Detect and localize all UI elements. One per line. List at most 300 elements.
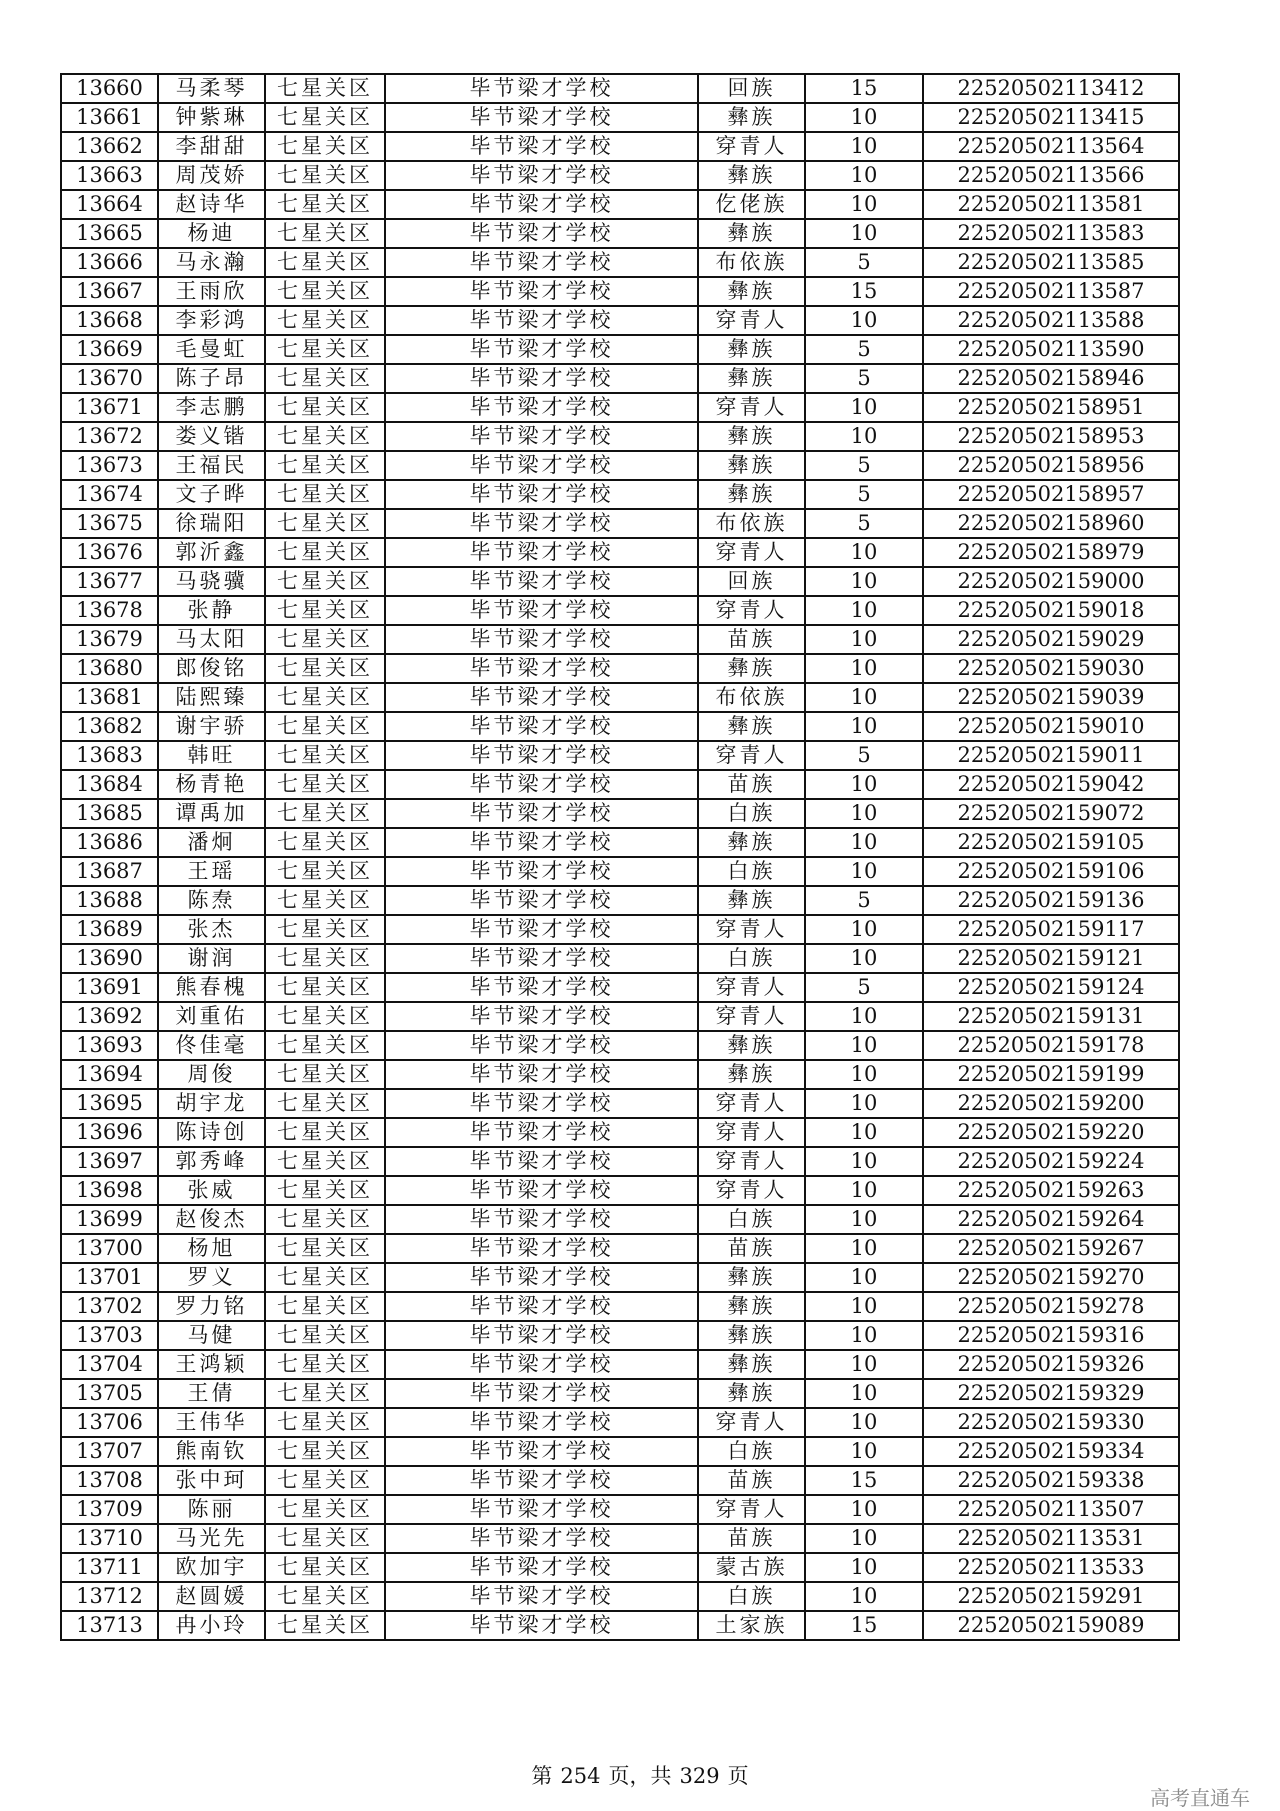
table-row xyxy=(61,1292,1179,1321)
school-cell: 毕节梁才学校 xyxy=(385,1321,698,1350)
bonus-points-cell: 10 xyxy=(805,712,923,741)
exam-number-cell: 22520502159330 xyxy=(923,1408,1179,1437)
bonus-points-cell: 10 xyxy=(805,1089,923,1118)
district-cell: 七星关区 xyxy=(265,1031,385,1060)
student-name-cell: 马柔琴 xyxy=(158,74,265,103)
bonus-points-cell: 10 xyxy=(805,1147,923,1176)
district-cell: 七星关区 xyxy=(265,944,385,973)
bonus-points-cell: 10 xyxy=(805,161,923,190)
exam-number-cell: 22520502159326 xyxy=(923,1350,1179,1379)
district-cell: 七星关区 xyxy=(265,741,385,770)
ethnicity-cell: 彝族 xyxy=(698,364,805,393)
district-cell: 七星关区 xyxy=(265,857,385,886)
student-name-cell: 佟佳毫 xyxy=(158,1031,265,1060)
school-cell: 毕节梁才学校 xyxy=(385,915,698,944)
district-cell: 七星关区 xyxy=(265,1495,385,1524)
table-row xyxy=(61,625,1179,654)
bonus-points-cell: 10 xyxy=(805,1234,923,1263)
serial-number-cell: 13689 xyxy=(61,915,158,944)
student-name-cell: 周茂娇 xyxy=(158,161,265,190)
bonus-points-cell: 10 xyxy=(805,132,923,161)
page-footer xyxy=(0,1760,1280,1790)
district-cell: 七星关区 xyxy=(265,886,385,915)
district-cell: 七星关区 xyxy=(265,1611,385,1640)
student-name-cell: 徐瑞阳 xyxy=(158,509,265,538)
district-cell: 七星关区 xyxy=(265,190,385,219)
exam-number-cell: 22520502159224 xyxy=(923,1147,1179,1176)
table-row xyxy=(61,422,1179,451)
district-cell: 七星关区 xyxy=(265,219,385,248)
ethnicity-cell: 白族 xyxy=(698,944,805,973)
exam-number-cell: 22520502159136 xyxy=(923,886,1179,915)
district-cell: 七星关区 xyxy=(265,1350,385,1379)
serial-number-cell: 13701 xyxy=(61,1263,158,1292)
school-cell: 毕节梁才学校 xyxy=(385,306,698,335)
ethnicity-cell: 穿青人 xyxy=(698,132,805,161)
ethnicity-cell: 彝族 xyxy=(698,451,805,480)
exam-number-cell: 22520502113583 xyxy=(923,219,1179,248)
serial-number-cell: 13693 xyxy=(61,1031,158,1060)
table-row xyxy=(61,712,1179,741)
exam-number-cell: 22520502159291 xyxy=(923,1582,1179,1611)
table-row xyxy=(61,132,1179,161)
serial-number-cell: 13707 xyxy=(61,1437,158,1466)
ethnicity-cell: 仡佬族 xyxy=(698,190,805,219)
exam-number-cell: 22520502158951 xyxy=(923,393,1179,422)
bonus-points-cell: 10 xyxy=(805,1176,923,1205)
table-row xyxy=(61,1611,1179,1640)
table-row xyxy=(61,393,1179,422)
school-cell: 毕节梁才学校 xyxy=(385,132,698,161)
ethnicity-cell: 回族 xyxy=(698,567,805,596)
ethnicity-cell: 白族 xyxy=(698,1437,805,1466)
student-name-cell: 张静 xyxy=(158,596,265,625)
bonus-points-cell: 10 xyxy=(805,103,923,132)
bonus-points-cell: 5 xyxy=(805,886,923,915)
ethnicity-cell: 彝族 xyxy=(698,1060,805,1089)
exam-number-cell: 22520502113412 xyxy=(923,74,1179,103)
table-row xyxy=(61,1350,1179,1379)
school-cell: 毕节梁才学校 xyxy=(385,944,698,973)
district-cell: 七星关区 xyxy=(265,132,385,161)
exam-number-cell: 22520502159117 xyxy=(923,915,1179,944)
ethnicity-cell: 苗族 xyxy=(698,770,805,799)
serial-number-cell: 13670 xyxy=(61,364,158,393)
ethnicity-cell: 彝族 xyxy=(698,712,805,741)
exam-number-cell: 22520502159039 xyxy=(923,683,1179,712)
exam-number-cell: 22520502113585 xyxy=(923,248,1179,277)
bonus-points-cell: 10 xyxy=(805,799,923,828)
bonus-points-cell: 10 xyxy=(805,683,923,712)
exam-number-cell: 22520502159200 xyxy=(923,1089,1179,1118)
district-cell: 七星关区 xyxy=(265,248,385,277)
student-name-cell: 王瑶 xyxy=(158,857,265,886)
table-row xyxy=(61,248,1179,277)
serial-number-cell: 13712 xyxy=(61,1582,158,1611)
bonus-points-cell: 10 xyxy=(805,422,923,451)
bonus-points-cell: 10 xyxy=(805,538,923,567)
exam-number-cell: 22520502159121 xyxy=(923,944,1179,973)
student-name-cell: 陆熙臻 xyxy=(158,683,265,712)
bonus-points-cell: 10 xyxy=(805,306,923,335)
ethnicity-cell: 彝族 xyxy=(698,654,805,683)
table-row xyxy=(61,1002,1179,1031)
ethnicity-cell: 彝族 xyxy=(698,1379,805,1408)
school-cell: 毕节梁才学校 xyxy=(385,1611,698,1640)
ethnicity-cell: 彝族 xyxy=(698,1292,805,1321)
serial-number-cell: 13713 xyxy=(61,1611,158,1640)
school-cell: 毕节梁才学校 xyxy=(385,1553,698,1582)
student-name-cell: 赵诗华 xyxy=(158,190,265,219)
serial-number-cell: 13711 xyxy=(61,1553,158,1582)
student-name-cell: 马太阳 xyxy=(158,625,265,654)
student-name-cell: 文子晔 xyxy=(158,480,265,509)
school-cell: 毕节梁才学校 xyxy=(385,1292,698,1321)
district-cell: 七星关区 xyxy=(265,451,385,480)
table-row xyxy=(61,161,1179,190)
table-row xyxy=(61,1118,1179,1147)
student-name-cell: 张杰 xyxy=(158,915,265,944)
exam-number-cell: 22520502159278 xyxy=(923,1292,1179,1321)
student-name-cell: 杨迪 xyxy=(158,219,265,248)
table-body xyxy=(61,74,1179,1640)
student-name-cell: 郭秀峰 xyxy=(158,1147,265,1176)
district-cell: 七星关区 xyxy=(265,1263,385,1292)
student-name-cell: 潘炯 xyxy=(158,828,265,857)
ethnicity-cell: 彝族 xyxy=(698,828,805,857)
table-row xyxy=(61,364,1179,393)
exam-number-cell: 22520502113533 xyxy=(923,1553,1179,1582)
ethnicity-cell: 彝族 xyxy=(698,1263,805,1292)
ethnicity-cell: 苗族 xyxy=(698,625,805,654)
district-cell: 七星关区 xyxy=(265,1118,385,1147)
exam-number-cell: 22520502113566 xyxy=(923,161,1179,190)
student-name-cell: 王雨欣 xyxy=(158,277,265,306)
student-name-cell: 王倩 xyxy=(158,1379,265,1408)
serial-number-cell: 13679 xyxy=(61,625,158,654)
student-name-cell: 欧加宇 xyxy=(158,1553,265,1582)
bonus-points-cell: 5 xyxy=(805,973,923,1002)
ethnicity-cell: 土家族 xyxy=(698,1611,805,1640)
ethnicity-cell: 穿青人 xyxy=(698,1495,805,1524)
ethnicity-cell: 彝族 xyxy=(698,1350,805,1379)
bonus-points-cell: 10 xyxy=(805,1118,923,1147)
ethnicity-cell: 彝族 xyxy=(698,886,805,915)
student-name-cell: 马骁骥 xyxy=(158,567,265,596)
student-name-cell: 陈焘 xyxy=(158,886,265,915)
student-name-cell: 王鸿颖 xyxy=(158,1350,265,1379)
district-cell: 七星关区 xyxy=(265,1582,385,1611)
student-name-cell: 谢宇骄 xyxy=(158,712,265,741)
ethnicity-cell: 彝族 xyxy=(698,480,805,509)
district-cell: 七星关区 xyxy=(265,712,385,741)
district-cell: 七星关区 xyxy=(265,480,385,509)
student-name-cell: 郭沂鑫 xyxy=(158,538,265,567)
table-row xyxy=(61,596,1179,625)
footer-suffix: 页 xyxy=(727,1764,749,1788)
bonus-points-cell: 10 xyxy=(805,944,923,973)
table-row xyxy=(61,1205,1179,1234)
ethnicity-cell: 穿青人 xyxy=(698,1176,805,1205)
student-name-cell: 罗义 xyxy=(158,1263,265,1292)
bonus-points-cell: 15 xyxy=(805,1611,923,1640)
serial-number-cell: 13709 xyxy=(61,1495,158,1524)
school-cell: 毕节梁才学校 xyxy=(385,190,698,219)
student-name-cell: 李彩鸿 xyxy=(158,306,265,335)
bonus-points-cell: 10 xyxy=(805,1582,923,1611)
bonus-points-cell: 10 xyxy=(805,1002,923,1031)
serial-number-cell: 13668 xyxy=(61,306,158,335)
bonus-points-cell: 10 xyxy=(805,1205,923,1234)
ethnicity-cell: 彝族 xyxy=(698,277,805,306)
table-row xyxy=(61,1553,1179,1582)
table-row xyxy=(61,1379,1179,1408)
serial-number-cell: 13696 xyxy=(61,1118,158,1147)
bonus-points-cell: 5 xyxy=(805,480,923,509)
ethnicity-cell: 穿青人 xyxy=(698,1118,805,1147)
school-cell: 毕节梁才学校 xyxy=(385,103,698,132)
district-cell: 七星关区 xyxy=(265,1321,385,1350)
serial-number-cell: 13703 xyxy=(61,1321,158,1350)
district-cell: 七星关区 xyxy=(265,1002,385,1031)
exam-number-cell: 22520502159263 xyxy=(923,1176,1179,1205)
exam-number-cell: 22520502159131 xyxy=(923,1002,1179,1031)
serial-number-cell: 13698 xyxy=(61,1176,158,1205)
table-row xyxy=(61,683,1179,712)
table-row xyxy=(61,944,1179,973)
ethnicity-cell: 苗族 xyxy=(698,1234,805,1263)
exam-number-cell: 22520502159329 xyxy=(923,1379,1179,1408)
serial-number-cell: 13676 xyxy=(61,538,158,567)
exam-number-cell: 22520502159089 xyxy=(923,1611,1179,1640)
school-cell: 毕节梁才学校 xyxy=(385,973,698,1002)
exam-number-cell: 22520502159011 xyxy=(923,741,1179,770)
ethnicity-cell: 彝族 xyxy=(698,103,805,132)
serial-number-cell: 13680 xyxy=(61,654,158,683)
table-row xyxy=(61,538,1179,567)
exam-number-cell: 22520502159264 xyxy=(923,1205,1179,1234)
serial-number-cell: 13665 xyxy=(61,219,158,248)
serial-number-cell: 13706 xyxy=(61,1408,158,1437)
district-cell: 七星关区 xyxy=(265,596,385,625)
school-cell: 毕节梁才学校 xyxy=(385,74,698,103)
table-row xyxy=(61,1263,1179,1292)
table-row xyxy=(61,451,1179,480)
student-name-cell: 李志鹏 xyxy=(158,393,265,422)
table-row xyxy=(61,915,1179,944)
school-cell: 毕节梁才学校 xyxy=(385,625,698,654)
serial-number-cell: 13704 xyxy=(61,1350,158,1379)
ethnicity-cell: 彝族 xyxy=(698,219,805,248)
school-cell: 毕节梁才学校 xyxy=(385,1176,698,1205)
serial-number-cell: 13663 xyxy=(61,161,158,190)
school-cell: 毕节梁才学校 xyxy=(385,1408,698,1437)
table-row xyxy=(61,770,1179,799)
watermark: 高考直通车 xyxy=(1150,1786,1250,1810)
school-cell: 毕节梁才学校 xyxy=(385,219,698,248)
school-cell: 毕节梁才学校 xyxy=(385,1582,698,1611)
table-row xyxy=(61,741,1179,770)
serial-number-cell: 13699 xyxy=(61,1205,158,1234)
district-cell: 七星关区 xyxy=(265,1234,385,1263)
serial-number-cell: 13667 xyxy=(61,277,158,306)
serial-number-cell: 13683 xyxy=(61,741,158,770)
district-cell: 七星关区 xyxy=(265,1553,385,1582)
district-cell: 七星关区 xyxy=(265,973,385,1002)
exam-number-cell: 22520502158960 xyxy=(923,509,1179,538)
ethnicity-cell: 穿青人 xyxy=(698,973,805,1002)
school-cell: 毕节梁才学校 xyxy=(385,1002,698,1031)
bonus-points-cell: 5 xyxy=(805,335,923,364)
student-name-cell: 赵俊杰 xyxy=(158,1205,265,1234)
table-row xyxy=(61,1524,1179,1553)
ethnicity-cell: 布依族 xyxy=(698,248,805,277)
bonus-points-cell: 10 xyxy=(805,596,923,625)
school-cell: 毕节梁才学校 xyxy=(385,277,698,306)
table-row xyxy=(61,857,1179,886)
school-cell: 毕节梁才学校 xyxy=(385,654,698,683)
table-row xyxy=(61,567,1179,596)
exam-number-cell: 22520502159029 xyxy=(923,625,1179,654)
exam-number-cell: 22520502159105 xyxy=(923,828,1179,857)
bonus-points-cell: 10 xyxy=(805,1524,923,1553)
ethnicity-cell: 穿青人 xyxy=(698,741,805,770)
total-pages-number: 329 xyxy=(679,1764,720,1788)
exam-number-cell: 22520502159338 xyxy=(923,1466,1179,1495)
ethnicity-cell: 苗族 xyxy=(698,1466,805,1495)
table-row xyxy=(61,190,1179,219)
school-cell: 毕节梁才学校 xyxy=(385,567,698,596)
table-row xyxy=(61,1437,1179,1466)
school-cell: 毕节梁才学校 xyxy=(385,1350,698,1379)
table-row xyxy=(61,1031,1179,1060)
bonus-points-cell: 15 xyxy=(805,74,923,103)
ethnicity-cell: 彝族 xyxy=(698,1321,805,1350)
student-name-cell: 张威 xyxy=(158,1176,265,1205)
district-cell: 七星关区 xyxy=(265,74,385,103)
school-cell: 毕节梁才学校 xyxy=(385,248,698,277)
exam-number-cell: 22520502159072 xyxy=(923,799,1179,828)
student-name-cell: 陈诗创 xyxy=(158,1118,265,1147)
table-row xyxy=(61,1147,1179,1176)
exam-number-cell: 22520502159030 xyxy=(923,654,1179,683)
exam-number-cell: 22520502113564 xyxy=(923,132,1179,161)
bonus-points-cell: 10 xyxy=(805,915,923,944)
school-cell: 毕节梁才学校 xyxy=(385,683,698,712)
student-name-cell: 娄义锴 xyxy=(158,422,265,451)
school-cell: 毕节梁才学校 xyxy=(385,451,698,480)
ethnicity-cell: 穿青人 xyxy=(698,1002,805,1031)
exam-number-cell: 22520502113507 xyxy=(923,1495,1179,1524)
serial-number-cell: 13674 xyxy=(61,480,158,509)
school-cell: 毕节梁才学校 xyxy=(385,799,698,828)
table-row xyxy=(61,480,1179,509)
district-cell: 七星关区 xyxy=(265,654,385,683)
student-name-cell: 熊南钦 xyxy=(158,1437,265,1466)
bonus-points-cell: 10 xyxy=(805,1408,923,1437)
bonus-points-cell: 15 xyxy=(805,1466,923,1495)
bonus-points-cell: 15 xyxy=(805,277,923,306)
exam-number-cell: 22520502113415 xyxy=(923,103,1179,132)
student-name-cell: 李甜甜 xyxy=(158,132,265,161)
table-row xyxy=(61,1466,1179,1495)
serial-number-cell: 13664 xyxy=(61,190,158,219)
serial-number-cell: 13697 xyxy=(61,1147,158,1176)
district-cell: 七星关区 xyxy=(265,538,385,567)
exam-number-cell: 22520502158957 xyxy=(923,480,1179,509)
student-name-cell: 王伟华 xyxy=(158,1408,265,1437)
exam-number-cell: 22520502159316 xyxy=(923,1321,1179,1350)
student-name-cell: 陈子昂 xyxy=(158,364,265,393)
ethnicity-cell: 布依族 xyxy=(698,683,805,712)
school-cell: 毕节梁才学校 xyxy=(385,1466,698,1495)
student-name-cell: 冉小玲 xyxy=(158,1611,265,1640)
exam-number-cell: 22520502159220 xyxy=(923,1118,1179,1147)
school-cell: 毕节梁才学校 xyxy=(385,857,698,886)
table-row xyxy=(61,509,1179,538)
school-cell: 毕节梁才学校 xyxy=(385,596,698,625)
table-row xyxy=(61,1234,1179,1263)
school-cell: 毕节梁才学校 xyxy=(385,1234,698,1263)
bonus-points-cell: 10 xyxy=(805,393,923,422)
school-cell: 毕节梁才学校 xyxy=(385,1205,698,1234)
district-cell: 七星关区 xyxy=(265,364,385,393)
serial-number-cell: 13690 xyxy=(61,944,158,973)
district-cell: 七星关区 xyxy=(265,1408,385,1437)
school-cell: 毕节梁才学校 xyxy=(385,712,698,741)
serial-number-cell: 13695 xyxy=(61,1089,158,1118)
exam-number-cell: 22520502159267 xyxy=(923,1234,1179,1263)
serial-number-cell: 13710 xyxy=(61,1524,158,1553)
ethnicity-cell: 穿青人 xyxy=(698,306,805,335)
table-row xyxy=(61,74,1179,103)
bonus-points-cell: 10 xyxy=(805,1437,923,1466)
district-cell: 七星关区 xyxy=(265,422,385,451)
table-row xyxy=(61,1089,1179,1118)
current-page-number: 254 xyxy=(560,1764,601,1788)
ethnicity-cell: 穿青人 xyxy=(698,538,805,567)
school-cell: 毕节梁才学校 xyxy=(385,1524,698,1553)
bonus-points-cell: 10 xyxy=(805,1379,923,1408)
student-name-cell: 罗力铭 xyxy=(158,1292,265,1321)
table-row xyxy=(61,219,1179,248)
student-name-cell: 谭禹加 xyxy=(158,799,265,828)
exam-number-cell: 22520502113531 xyxy=(923,1524,1179,1553)
serial-number-cell: 13671 xyxy=(61,393,158,422)
student-name-cell: 熊春槐 xyxy=(158,973,265,1002)
exam-number-cell: 22520502159010 xyxy=(923,712,1179,741)
exam-number-cell: 22520502113588 xyxy=(923,306,1179,335)
serial-number-cell: 13702 xyxy=(61,1292,158,1321)
school-cell: 毕节梁才学校 xyxy=(385,1379,698,1408)
school-cell: 毕节梁才学校 xyxy=(385,509,698,538)
bonus-points-cell: 10 xyxy=(805,625,923,654)
district-cell: 七星关区 xyxy=(265,799,385,828)
district-cell: 七星关区 xyxy=(265,509,385,538)
district-cell: 七星关区 xyxy=(265,103,385,132)
exam-number-cell: 22520502158946 xyxy=(923,364,1179,393)
school-cell: 毕节梁才学校 xyxy=(385,364,698,393)
ethnicity-cell: 白族 xyxy=(698,857,805,886)
serial-number-cell: 13687 xyxy=(61,857,158,886)
district-cell: 七星关区 xyxy=(265,1466,385,1495)
student-name-cell: 郎俊铭 xyxy=(158,654,265,683)
student-name-cell: 谢润 xyxy=(158,944,265,973)
serial-number-cell: 13675 xyxy=(61,509,158,538)
table-row xyxy=(61,306,1179,335)
serial-number-cell: 13660 xyxy=(61,74,158,103)
ethnicity-cell: 穿青人 xyxy=(698,1089,805,1118)
